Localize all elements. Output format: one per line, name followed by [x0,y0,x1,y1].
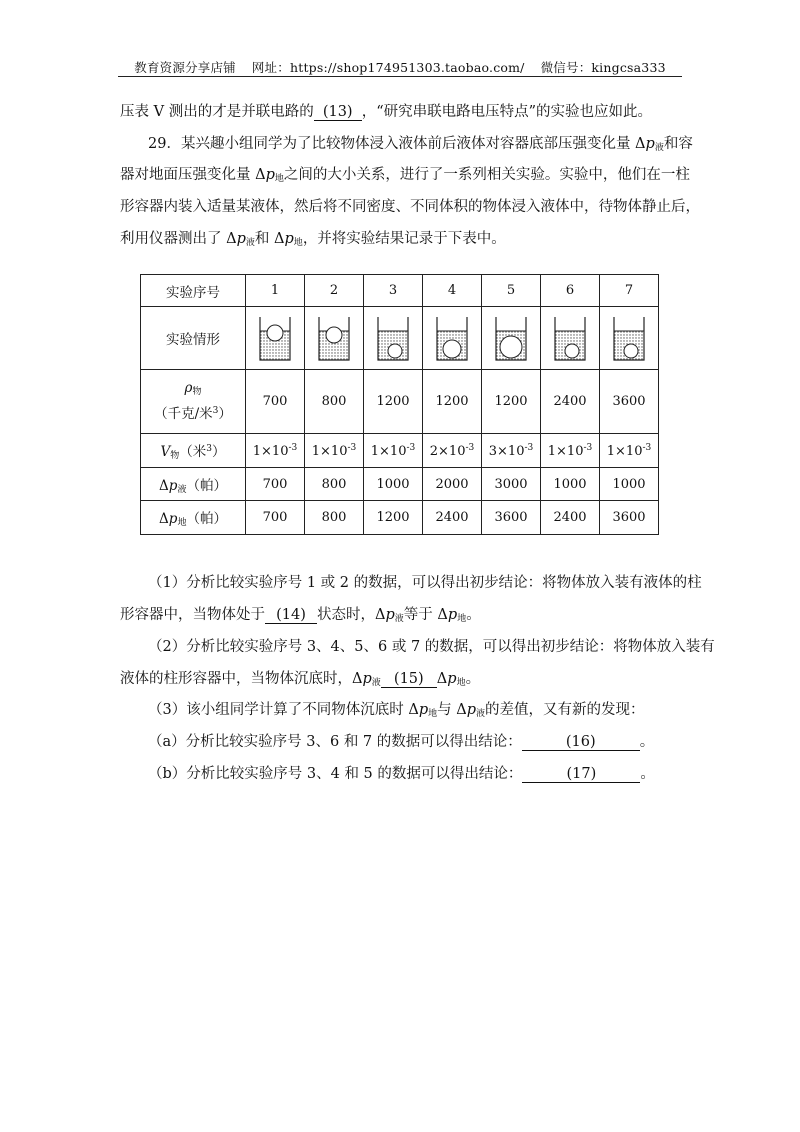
sub-object: 物 [192,387,202,397]
volume-exponent: -3 [465,442,475,453]
line-text: Δ [436,671,448,687]
volume-cell [541,434,600,468]
delta-symbol: Δ [159,477,169,494]
density-cell: 1200 [423,370,482,434]
unit-exponent: 3 [212,406,219,416]
times-ten: ×10 [556,443,584,459]
seq-cell: 5 [482,275,541,307]
sub-question-2-line-1 [148,638,713,656]
scene-cell [541,307,600,370]
density-cell: 800 [305,370,364,434]
dp-liquid-cell: 800 [305,468,364,501]
dp-ground-cell: 2400 [541,501,600,535]
beaker-floating-icon [316,313,352,363]
header-scene: 实验情形 [141,307,246,370]
blank-16: (16) [522,734,640,751]
p-symbol: p [447,607,458,623]
density-cell: 700 [246,370,305,434]
seq-cell: 3 [364,275,423,307]
density-cell: 3600 [600,370,659,434]
blank-13: (13) [314,104,362,121]
density-cell: 1200 [482,370,541,434]
p-symbol: p [284,231,294,247]
line-text: 器对地面压强变化量 Δ [120,167,266,183]
q29-line-2 [120,166,690,188]
unit-close: ） [218,406,232,422]
line-text: 和容 [663,136,693,152]
line-text: 之间的大小关系，进行了一系列相关实验。实验中，他们在一柱 [283,167,690,183]
seq-cell: 7 [600,275,659,307]
sub-ground: 地 [428,709,438,719]
text-line-13 [120,103,685,121]
row-dp-liquid [141,468,659,501]
sub-question-2-line-2 [120,670,685,692]
volume-cell [246,434,305,468]
row-dp-ground [141,501,659,535]
beaker-sunk-icon [611,313,647,363]
blank-17: (17) [522,766,640,783]
row-density [141,370,659,434]
line-text: 和 Δ [254,231,285,247]
pascal-unit: （帕） [186,477,227,494]
line-text: （3）该小组同学计算了不同物体沉底时 Δ [148,702,419,718]
blank-15: (15) [381,671,437,688]
header-density [141,370,246,434]
volume-mantissa: 1 [547,443,557,459]
scene-cell [305,307,364,370]
line-text: 状态时，Δ [317,607,386,623]
line-text: 。 [465,671,481,687]
volume-cell [423,434,482,468]
header-volume [141,434,246,468]
line-text: 形容器内装入适量某液体，然后将不同密度、不同体积的物体浸入液体中，待物体静止后， [120,199,700,215]
line-text: 的差值，又有新的发现： [485,702,645,718]
p-symbol: p [168,477,178,494]
times-ten: ×10 [497,443,525,459]
p-symbol: p [362,671,372,687]
p-symbol: p [265,167,275,183]
q29-line-1 [148,135,713,157]
volume-exponent: -3 [642,442,652,453]
line-text: 。 [466,607,481,623]
sub-liquid: 液 [476,709,486,719]
sub-ground: 地 [457,614,467,624]
volume-unit: （米 [179,444,207,460]
line-text: ，并将实验结果记录于下表中。 [302,231,506,247]
line-text: （b）分析比较实验序号 3、4 和 5 的数据可以得出结论： [148,766,523,782]
line-text: ，“研究串联电路电压特点”的实验也应如此。 [361,104,653,120]
row-volume [141,434,659,468]
dp-liquid-cell: 1000 [364,468,423,501]
sub-object: 物 [170,451,180,461]
scene-cell [423,307,482,370]
sub-question-1-line-1 [148,574,713,592]
header-dp-liquid [141,468,246,501]
blank-14: (14) [265,607,317,624]
wechat-id: 微信号：kingcsa333 [540,60,666,75]
volume-cell [364,434,423,468]
seq-cell: 6 [541,275,600,307]
beaker-sunk-icon [493,313,529,363]
volume-exponent: -3 [524,442,534,453]
sub-liquid: 液 [394,614,404,624]
shop-name: 教育资源分享店铺 [134,60,236,75]
scene-cell [364,307,423,370]
dp-liquid-cell: 1000 [541,468,600,501]
volume-mantissa: 2 [429,443,439,459]
sub-question-3b [148,765,713,783]
p-symbol: p [418,702,429,718]
volume-cell [600,434,659,468]
sub-ground: 地 [456,678,466,688]
seq-cell: 4 [423,275,482,307]
dp-ground-cell: 700 [246,501,305,535]
dp-liquid-cell: 1000 [600,468,659,501]
beaker-sunk-icon [552,313,588,363]
rho-symbol: ρ [184,380,193,396]
p-symbol: p [385,607,395,623]
volume-cell [305,434,364,468]
beaker-sunk-icon [375,313,411,363]
dp-liquid-cell: 2000 [423,468,482,501]
line-text: 等于 Δ [403,607,448,623]
density-cell: 1200 [364,370,423,434]
line-text: （2）分析比较实验序号 3、4、5、6 或 7 的数据，可以得出初步结论：将物体放入装有 [148,639,715,655]
volume-cell [482,434,541,468]
q29-line-4 [120,230,685,252]
shop-url: https://shop174951303.taobao.com/ [289,60,525,75]
volume-exponent: -3 [583,442,593,453]
beaker-floating-icon [257,313,293,363]
pascal-unit: （帕） [186,511,227,527]
dp-ground-cell: 1200 [364,501,423,535]
line-text: （a）分析比较实验序号 3、6 和 7 的数据可以得出结论： [148,734,522,750]
times-ten: ×10 [320,443,348,459]
line-text: 。 [639,734,655,750]
row-scene [141,307,659,370]
times-ten: ×10 [615,443,643,459]
line-text: 液体的柱形容器中，当物体沉底时，Δ [120,671,363,687]
p-symbol: p [447,671,457,687]
p-symbol: p [168,511,178,527]
dp-ground-cell: 800 [305,501,364,535]
seq-cell: 1 [246,275,305,307]
volume-mantissa: 1 [606,443,616,459]
line-text: 29．某兴趣小组同学为了比较物体浸入液体前后液体对容器底部压强变化量 Δ [148,136,646,152]
header-dp-ground [141,501,246,535]
sub-question-1-line-2 [120,606,685,628]
line-text: 与 Δ [437,702,467,718]
unit-close: ） [212,444,226,460]
dp-ground-cell: 3600 [482,501,541,535]
sub-ground: 地 [293,238,303,248]
volume-mantissa: 3 [488,443,498,459]
dp-liquid-cell: 700 [246,468,305,501]
volume-mantissa: 1 [370,443,380,459]
volume-mantissa: 1 [252,443,262,459]
header-divider [118,76,682,77]
header-sequence: 实验序号 [141,275,246,307]
sub-liquid: 液 [245,238,255,248]
experiment-table [140,274,659,535]
unit-exponent: 3 [206,444,212,454]
line-text: 形容器中，当物体处于 [120,607,265,623]
line-text: 。 [640,766,655,782]
line-text: 压表 V 测出的才是并联电路的 [120,104,314,120]
sub-liquid: 液 [371,678,381,688]
line-text: （1）分析比较实验序号 1 或 2 的数据，可以得出初步结论：将物体放入装有液体的柱 [148,575,702,591]
times-ten: ×10 [438,443,466,459]
volume-exponent: -3 [288,442,298,453]
row-sequence [141,275,659,307]
p-symbol: p [466,702,477,718]
url-label: 网址： [251,60,290,75]
sub-question-3 [148,701,713,723]
times-ten: ×10 [261,443,289,459]
seq-cell: 2 [305,275,364,307]
dp-ground-cell: 2400 [423,501,482,535]
volume-exponent: -3 [347,442,357,453]
sub-ground: 地 [274,174,284,184]
scene-cell [482,307,541,370]
density-cell: 2400 [541,370,600,434]
page-header [118,58,682,76]
scene-cell [246,307,305,370]
density-unit: （千克/米 [154,406,213,422]
dp-ground-cell: 3600 [600,501,659,535]
q29-line-3 [120,198,700,216]
url-text [252,60,525,75]
scene-cell [600,307,659,370]
volume-mantissa: 1 [311,443,321,459]
delta-symbol: Δ [159,511,169,527]
sub-liquid: 液 [654,143,664,153]
times-ten: ×10 [379,443,407,459]
dp-liquid-cell: 3000 [482,468,541,501]
sub-liquid: 液 [177,484,187,495]
p-symbol: p [645,136,655,152]
beaker-sunk-icon [434,313,470,363]
sub-ground: 地 [177,518,187,528]
p-symbol: p [236,231,246,247]
line-text: 利用仪器测出了 Δ [120,231,237,247]
volume-exponent: -3 [406,442,416,453]
v-symbol: V [160,444,171,460]
sub-question-3a [148,733,713,751]
